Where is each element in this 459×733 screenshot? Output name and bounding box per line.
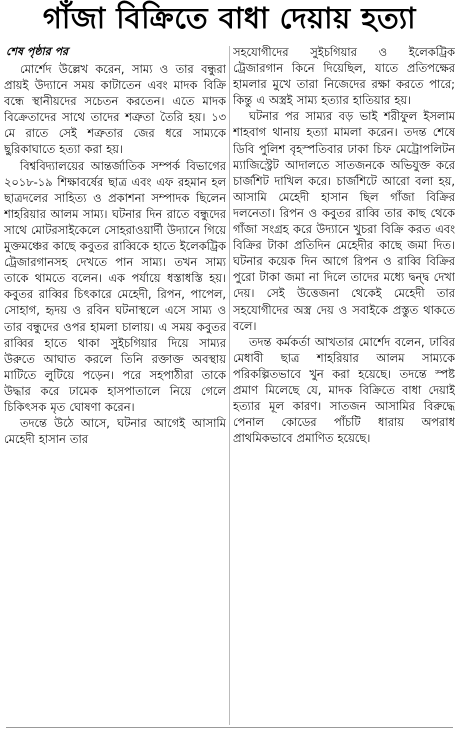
paragraph: তদন্তে উঠে আসে, ঘটনার আগেই আসামি মেহেদী হাসান তার <box>4 416 226 447</box>
headline: গাঁজা বিক্রিতে বাধা দেয়ায় হত্যা <box>42 0 417 35</box>
paragraph: তদন্ত কর্মকর্তা আখতার মোর্শেদ বলেন, ঢাবির মেধাবী ছাত্র শাহরিয়ার আলম সাম্যকে পরিকল্পিতভাবে খুন করা হয়েছে। তদন্তে স্পষ্ট প্রমাণ মিলেছে যে, মাদক বিক্রিতে বাধা দেয়াই হত্যার মূল কারণ। সাতজন আসামির বিরুদ্ধে পেনাল কোডের পাঁচটি ধারায় অপরাধ প্রাথমিকভাবে প্রমাণিত হয়েছে। <box>233 334 455 446</box>
paragraph: ঘটনার পর সাম্যর বড় ভাই শরীফুল ইসলাম শাহবাগ থানায় হত্যা মামলা করেন। তদন্ত শেষে ডিবি পুলিশ বৃহস্পতিবার ঢাকা চিফ মেট্রোপলিটন ম্যাজিস্ট্রেট আদালতে সাতজনকে অভিযুক্ত করে চার্জশিট দাখিল করে। চার্জশিটে আরো বলা হয়, আসামি মেহেদী হাসান ছিল গাঁজা বিক্রির দলনেতা। রিপন ও কবুতর রাব্বি তার কাছ থেকে গাঁজা সংগ্রহ করে উদ্যানে খুচরা বিক্রি করত এবং বিক্রির টাকা প্রতিদিন মেহেদীর কাছে জমা দিত। ঘটনার কয়েক দিন আগে রিপন ও রাব্বি বিক্রির পুরো টাকা জমা না দিলে তাদের মধ্যে দ্বন্দ্ব দেখা দেয়। সেই উত্তেজনা থেকেই মেহেদী তার সহযোগীদের অস্ত্র দেয় ও সবাইকে প্রস্তুত থাকতে বলে। <box>233 109 455 333</box>
right-column <box>233 44 455 727</box>
column-divider <box>229 46 230 725</box>
left-column <box>4 44 226 727</box>
paragraph: বিশ্ববিদ্যালয়ের আন্তর্জাতিক সম্পর্ক বিভাগের ২০১৮-১৯ শিক্ষাবর্ষের ছাত্র এবং এফ রহমান হল ছাত্রদলের সাহিত্য ও প্রকাশনা সম্পাদক ছিলেন শাহরিয়ার আলম সাম্য। ঘটনার দিন রাতে বন্ধুদের সাথে মোটরসাইকেলে সোহরাওয়ার্দী উদ্যানে গিয়ে মুক্তমঞ্চের কাছে কবুতর রাব্বিকে হাতে ইলেকট্রিক ট্রেজারগানসহ দেখতে পান সাম্য। তখন সাম্য তাকে থামতে বলেন। এক পর্যায়ে ধস্তাধস্তি হয়। কবুতর রাব্বির চিৎকারে মেহেদী, রিপন, পাপেল, সোহাগ, হৃদয় ও রবিন ঘটনাস্থলে এসে সাম্য ও তার বন্ধুদের ওপর হামলা চালায়। এ সময় কবুতর রাব্বির হাতে থাকা সুইচগিয়ার দিয়ে সাম্যর উরুতে আঘাত করলে তিনি রক্তাক্ত অবস্থায় মাটিতে লুটিয়ে পড়েন। পরে সহপাঠীরা তাকে উদ্ধার করে ঢামেক হাসপাতালে নিয়ে গেলে চিকিৎসক মৃত ঘোষণা করেন। <box>4 158 226 414</box>
bottom-rule <box>6 727 453 728</box>
paragraph: সহযোগীদের সুইচগিয়ার ও ইলেকট্রিক ট্রেজারগান কিনে দিয়েছিল, যাতে প্রতিপক্ষের হামলার মুখে তারা নিজেদের রক্ষা করতে পারে; কিন্তু এ অস্ত্রই সাম্য হত্যার হাতিয়ার হয়। <box>233 45 455 108</box>
paragraph: মোর্শেদ উল্লেখ করেন, সাম্য ও তার বন্ধুরা প্রায়ই উদ্যানে সময় কাটাতেন এবং মাদক বিক্রি বন্ধে স্থানীয়দের সচেতন করতেন। এতে মাদক বিক্রেতাদের সাথে তাদের শত্রুতা তৈরি হয়। ১৩ মে রাতে সেই শত্রুতার জের ধরে সাম্যকে ছুরিকাঘাতে হত্যা করা হয়। <box>4 62 226 157</box>
article-body <box>4 44 455 727</box>
continued-from-label: শেষ পৃষ্ঠার পর <box>6 45 69 58</box>
